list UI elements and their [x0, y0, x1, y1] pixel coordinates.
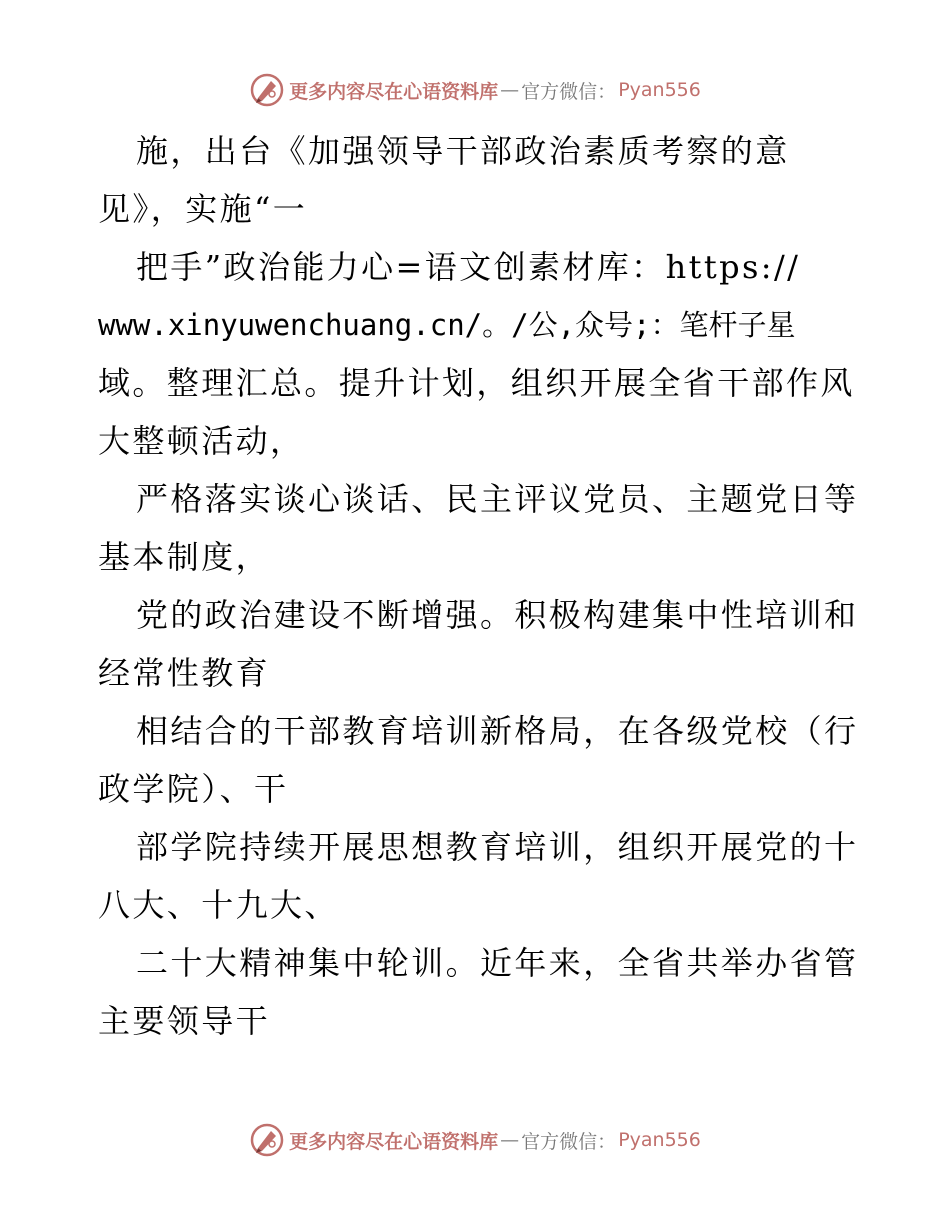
text-line-url: www.xinyuwenchuang.cn/。/公,众号;：笔杆子星	[98, 308, 796, 342]
text-line: 二十大精神集中轮训。近年来，全省共举办省管	[136, 944, 859, 982]
banner-site-text: 更多内容尽在心语资料库	[289, 1130, 499, 1153]
banner-label: 官方微信：	[521, 1130, 617, 1153]
text-line: 主要领导干	[98, 1002, 271, 1040]
document-body	[98, 122, 858, 1050]
header-banner	[0, 72, 950, 108]
text-line: 域。整理汇总。提升计划，组织开展全省干部作风	[98, 364, 855, 402]
text-line: 把手”政治能力心=语文创素材库：https://	[136, 248, 801, 286]
text-line: 党的政治建设不断增强。积极构建集中性培训和	[136, 596, 859, 634]
banner-wechat-id: Pyan556	[618, 1129, 701, 1151]
footer-banner	[0, 1122, 950, 1158]
text-line: 相结合的干部教育培训新格局，在各级党校（行	[136, 712, 859, 750]
text-line: 大整顿活动，	[98, 422, 305, 460]
text-line: 施，出台《加强领导干部政治素质考察的意	[136, 132, 790, 170]
banner-site-text: 更多内容尽在心语资料库	[289, 80, 499, 103]
pen-nib-logo-icon	[249, 72, 285, 108]
banner-wechat-id: Pyan556	[618, 79, 701, 101]
banner-separator: —	[500, 1129, 520, 1151]
banner-label: 官方微信：	[521, 80, 617, 103]
text-line: 见》，实施“一	[98, 190, 308, 228]
text-line: 基本制度，	[98, 538, 271, 576]
text-line: 严格落实谈心谈话、民主评议党员、主题党日等	[136, 480, 859, 518]
text-line: 八大、十九大、	[98, 886, 339, 924]
text-line: 政学院）、干	[98, 770, 289, 808]
pen-nib-logo-icon	[249, 1122, 285, 1158]
banner-separator: —	[500, 79, 520, 101]
text-line: 部学院持续开展思想教育培训，组织开展党的十	[136, 828, 859, 866]
text-line: 经常性教育	[98, 654, 271, 692]
